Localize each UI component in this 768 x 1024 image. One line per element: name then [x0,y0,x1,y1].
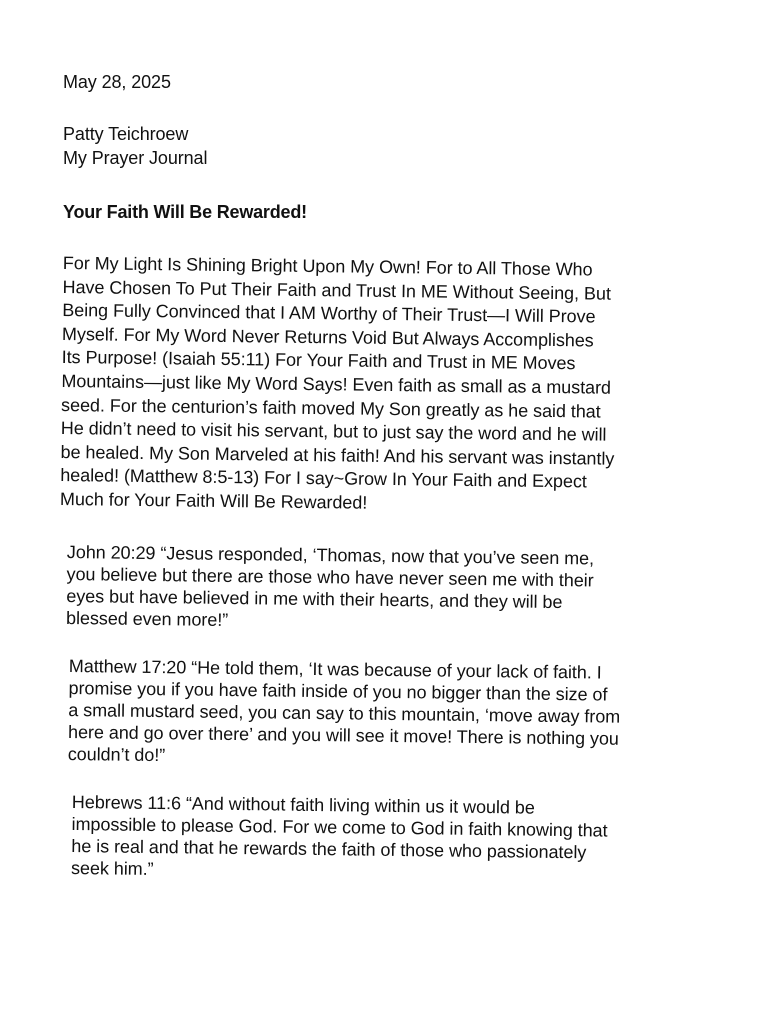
verse-line: John 20:29 “Jesus responded, ‘Thomas, now that you’ve seen me, [66,541,595,569]
verse-line: Matthew 17:20 “He told them, ‘It was because of your lack of faith. I [68,655,602,683]
message-line: Being Fully Convinced that I AM Worthy of Their Trust—I Will Prove [62,300,596,327]
verse-line: seek him.” [70,857,154,880]
message-line: be healed. My Son Marveled at his faith! And his servant was instantly [60,441,615,469]
message-line: Myself. For My Word Never Returns Void But Always Accomplishes [61,323,594,351]
verse-line: here and go over there’ and you will see it move! There is nothing you [67,721,619,749]
verse-line: eyes but have believed in me with their hearts, and they will be [66,585,563,613]
scripture-quote-hebrews [71,791,752,887]
author-name: Patty Teichroew [63,124,189,144]
verse-line: you believe but there are those who have never seen me with their [66,563,594,591]
message-line: seed. For the centurion’s faith moved My Son greatly as he said that [61,394,601,422]
entry-title: Your Faith Will Be Rewarded! [63,202,307,222]
verse-line: blessed even more!” [65,607,229,630]
message-line: healed! (Matthew 8:5-13) For I say~Grow In Your Faith and Expect [60,465,587,492]
message-line: Mountains—just like My Word Says! Even faith as small as a mustard [61,370,612,398]
message-line: Much for Your Faith Will Be Rewarded! [59,488,368,513]
journal-name: My Prayer Journal [63,148,208,168]
message-line: He didn’t need to visit his servant, but to just say the word and he will [60,418,607,445]
message-paragraph [60,252,763,520]
verse-line: promise you if you have faith inside of you no bigger than the size of [68,677,608,705]
verse-line: a small mustard seed, you can say to this mountain, ‘move away from [68,699,621,727]
entry-date: May 28, 2025 [63,72,171,92]
message-line: For My Light Is Shining Bright Upon My Own! For to All Those Who [62,252,593,280]
scripture-quote-matthew [68,655,749,773]
verse-line: he is real and that he rewards the faith of those who passionately [71,835,587,863]
verse-line: Hebrews 11:6 “And without faith living within us it would be [71,791,535,818]
scripture-quote-john [66,541,747,637]
verse-line: impossible to please God. For we come to God in faith knowing that [71,813,608,841]
verse-line: couldn’t do!” [67,743,166,766]
message-line: Have Chosen To Put Their Faith and Trust In ME Without Seeing, But [62,276,611,304]
message-line: Its Purpose! (Isaiah 55:11) For Your Faith and Trust in ME Moves [61,347,576,374]
